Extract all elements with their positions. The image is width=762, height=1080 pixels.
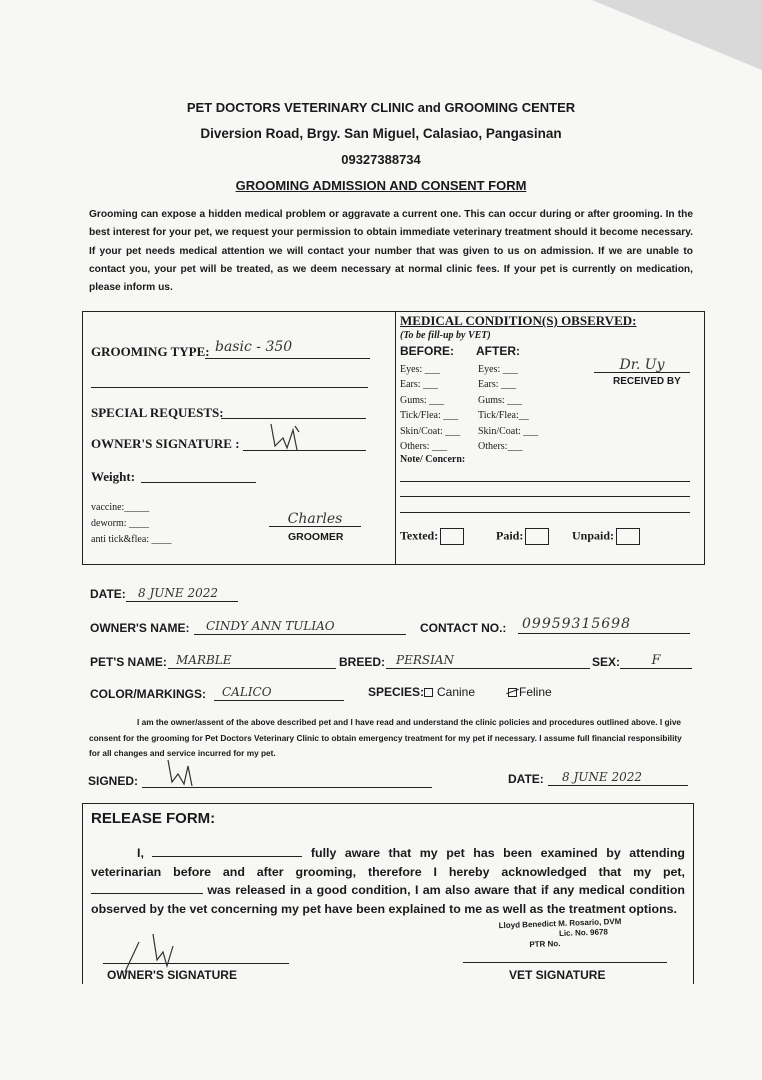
owner-signature-field[interactable]: [243, 434, 366, 451]
owner-signature-label: OWNER'S SIGNATURE :: [91, 436, 240, 451]
groomer-label: GROOMER: [288, 531, 344, 543]
special-requests-field[interactable]: [221, 404, 366, 419]
consent-paragraph: I am the owner/assent of the above described pet and I have read and understand the clinic policies and procedures outlined above. I give consent for the grooming for Pet Doctors Veterinary Clinic to obtain emergency treatment for my pet if necessary. I assume full financial responsibility for all changes and service incurred for my pet.: [89, 717, 682, 759]
paid-label: Paid:: [496, 528, 524, 543]
breed-value: PERSIAN: [396, 653, 454, 667]
note-line[interactable]: [400, 495, 690, 497]
texted-label: Texted:: [400, 528, 439, 543]
texted-checkbox[interactable]: [440, 528, 464, 545]
after-item: Eyes: ___: [478, 364, 518, 375]
stamp-lic: Lic. No. 9678: [558, 927, 609, 939]
grooming-type-label: GROOMING TYPE:: [91, 344, 210, 359]
clinic-phone: 09327388734: [341, 152, 421, 167]
release-pet-field[interactable]: [91, 882, 203, 894]
received-by-label: RECEIVED BY: [613, 376, 681, 387]
signature-scribble-icon: [164, 756, 204, 786]
unpaid-label: Unpaid:: [572, 528, 615, 543]
vaccine-label: vaccine:_____: [91, 502, 150, 513]
paid-row: [496, 528, 549, 545]
vet-sig-label: VET SIGNATURE: [509, 968, 606, 982]
release-name-field[interactable]: [152, 845, 302, 857]
release-text-2: fully aware that my pet has been examined by attending veterinarian before and after grooming, therefore I hereby acknowledged that my pet,: [91, 846, 685, 879]
weight-field[interactable]: [141, 468, 256, 483]
medical-subtitle: (To be fill-up by VET): [400, 330, 491, 341]
pet-name-label: PET'S NAME:: [90, 655, 167, 669]
release-signature-scribble-icon: [123, 932, 183, 976]
stamp-name: Lloyd Benedict M. Rosario, DVM: [498, 916, 622, 931]
received-by-field[interactable]: [594, 356, 690, 373]
after-item: Ears: ___: [478, 379, 517, 391]
contact-field[interactable]: [518, 615, 690, 634]
signed-field[interactable]: [142, 770, 432, 788]
release-title: RELEASE FORM:: [91, 810, 216, 827]
breed-field[interactable]: [386, 651, 590, 669]
before-item: Eyes: ___: [400, 364, 440, 375]
signed-date-value: 8 JUNE 2022: [562, 770, 642, 784]
clinic-address: Diversion Road, Brgy. San Miguel, Calasiao, Pangasinan: [200, 126, 562, 141]
sex-field[interactable]: [620, 651, 692, 669]
color-value: CALICO: [222, 685, 272, 699]
sex-label: SEX:: [592, 655, 621, 669]
after-label: AFTER:: [476, 344, 520, 358]
paid-checkbox[interactable]: [525, 528, 549, 545]
page-corner-fold: [592, 0, 762, 70]
canine-label: Canine: [437, 685, 476, 699]
weight-label: Weight:: [91, 469, 136, 484]
vet-signature-line[interactable]: [463, 961, 667, 963]
before-item: Others: ___: [400, 441, 447, 453]
unpaid-row: [572, 528, 640, 545]
release-text-3: was released in a good condition, I am also aware that if any medical condition observed by the vet concerning my pet have been explained to me as well as the treatment options.: [91, 883, 685, 916]
signed-date-field[interactable]: [548, 768, 688, 786]
note-label: Note/ Concern:: [400, 454, 466, 465]
grooming-type-value: basic - 350: [215, 339, 293, 355]
unpaid-checkbox[interactable]: [616, 528, 640, 545]
note-line[interactable]: [400, 511, 690, 513]
date-field[interactable]: [126, 584, 238, 602]
grooming-box: [82, 311, 396, 565]
date-label: DATE:: [90, 587, 126, 601]
species-feline-option[interactable]: [508, 685, 552, 699]
signed-date-label: DATE:: [508, 772, 544, 786]
sex-value: F: [651, 653, 661, 668]
clinic-name: PET DOCTORS VETERINARY CLINIC and GROOMING CENTER: [186, 100, 576, 115]
contact-value: 09959315698: [522, 616, 631, 632]
grooming-type-field[interactable]: [205, 338, 370, 359]
color-label: COLOR/MARKINGS:: [90, 687, 206, 701]
signed-label: SIGNED:: [88, 774, 139, 788]
release-text-1: I,: [137, 846, 144, 860]
signature-scribble-icon: [267, 418, 307, 452]
release-paragraph: [91, 844, 685, 918]
feline-label: Feline: [519, 685, 552, 699]
blank-line: [91, 386, 368, 388]
breed-label: BREED:: [339, 655, 386, 669]
owner-name-field[interactable]: [194, 617, 406, 635]
texted-row: [400, 528, 464, 545]
after-list: [478, 362, 538, 454]
color-field[interactable]: [214, 683, 344, 701]
owner-sig-label: OWNER'S SIGNATURE: [107, 968, 237, 982]
groomer-field[interactable]: [269, 510, 361, 527]
date-value: 8 JUNE 2022: [138, 586, 218, 600]
species-canine-option[interactable]: [424, 685, 475, 699]
pet-name-field[interactable]: [168, 651, 336, 669]
received-by-value: Dr. Uy: [619, 357, 665, 373]
after-item: Skin/Coat: ___: [478, 425, 539, 437]
stamp-ptr: PTR No.: [529, 939, 561, 950]
pet-name-value: MARBLE: [176, 653, 232, 667]
note-line[interactable]: [400, 480, 690, 482]
species-label: SPECIES:: [368, 685, 425, 699]
contact-label: CONTACT NO.:: [420, 621, 507, 635]
antitick-label: anti tick&flea: ____: [91, 534, 172, 545]
before-item: Skin/Coat: ___: [400, 425, 461, 437]
before-item: Gums: ___: [400, 394, 445, 406]
owner-name-value: CINDY ANN TULIAO: [206, 619, 335, 633]
before-label: BEFORE:: [400, 344, 454, 358]
vet-stamp: [499, 917, 623, 951]
form-title: GROOMING ADMISSION AND CONSENT FORM: [235, 178, 527, 193]
intro-paragraph: Grooming can expose a hidden medical problem or aggravate a current one. This can occur during or after grooming. In the best interest for your pet, we request your permission to obtain immediate veterinary treatment should it become necessary. If your pet needs medical attention we will contact your number that was given to us on admission. If we are unable to contact you, your pet will be treated, as we deem necessary at normal clinic fees. If your pet is currently on medication, please inform us.: [89, 209, 693, 294]
owner-name-label: OWNER'S NAME:: [90, 621, 190, 635]
before-list: [400, 362, 460, 454]
before-item: Ears: ___: [400, 379, 439, 391]
release-form-box: [82, 803, 694, 984]
feline-checkbox-checked[interactable]: [508, 688, 517, 697]
special-requests-label: SPECIAL REQUESTS:: [91, 405, 224, 420]
deworm-label: deworm: ____: [91, 518, 150, 529]
medical-box: [394, 311, 705, 565]
after-item: Others:___: [478, 441, 523, 453]
before-item: Tick/Flea: ___: [400, 410, 459, 422]
after-item: Tick/Flea:__: [478, 410, 529, 422]
after-item: Gums: ___: [478, 394, 523, 406]
groomer-value: Charles: [287, 511, 343, 527]
canine-checkbox[interactable]: [424, 688, 433, 697]
medical-title: MEDICAL CONDITION(S) OBSERVED:: [400, 313, 637, 328]
